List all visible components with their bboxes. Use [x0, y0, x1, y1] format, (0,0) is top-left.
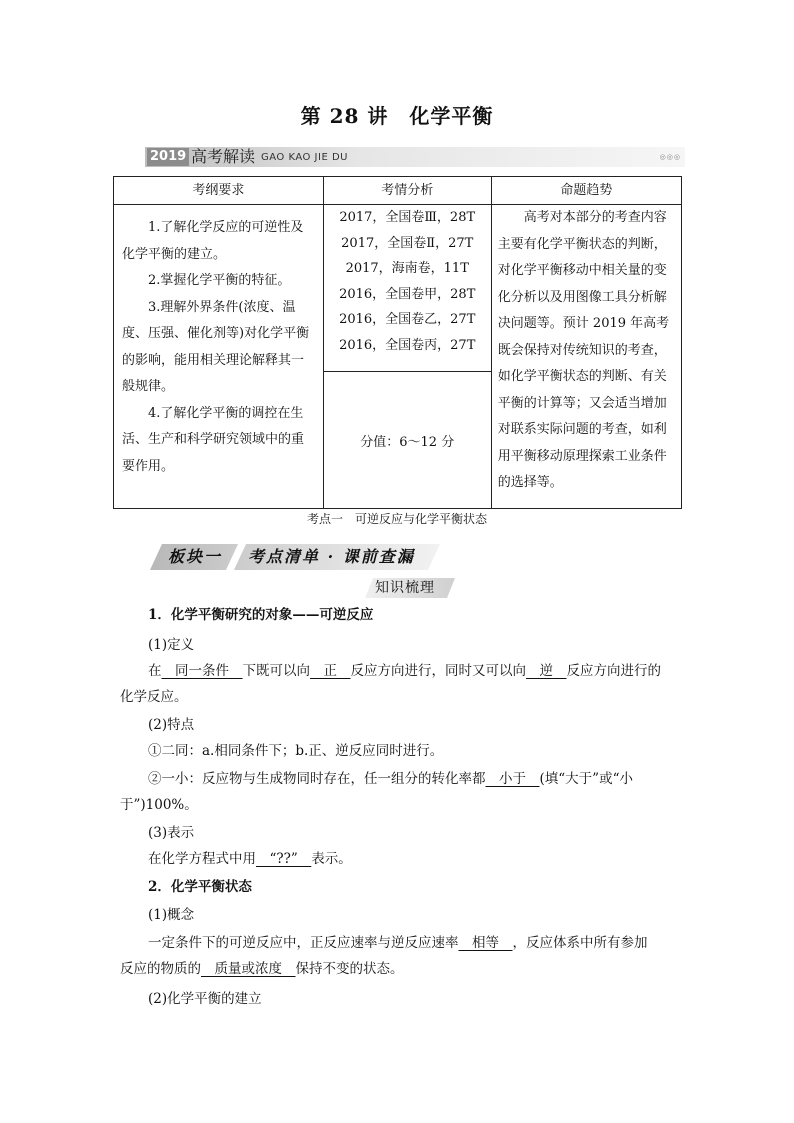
knowledge-banner-text: 知识梳理 [375, 580, 435, 596]
answer-blank: “??” [256, 851, 312, 867]
text-fragment: ②一小：反应物与生成物同时存在，任一组分的转化率都 [148, 771, 486, 787]
feature-2 [148, 766, 633, 793]
subheading-concept: (1)概念 [148, 907, 195, 923]
text-fragment: ，反应体系中所有参加 [512, 935, 648, 951]
concept-line [148, 930, 648, 957]
answer-blank: 相等 [458, 935, 513, 951]
text-fragment: 反应方向进行，同时又可以向 [350, 663, 526, 679]
requirement-item: 2.掌握化学平衡的特征。 [148, 273, 291, 288]
subheading-definition: (1)定义 [148, 637, 195, 653]
banner-english: GAO KAO JIE DU [261, 152, 348, 163]
decorative-dots-icon: ◎◎◎ [659, 153, 681, 161]
answer-blank: 同一条件 [161, 663, 243, 679]
requirement-item: 3.理解外界条件(浓度、温度、压强、催化剂等)对化学平衡的影响，能用相关理论解释其一般规律。 [122, 299, 310, 394]
definition-line [148, 658, 661, 685]
text-fragment: 在 [148, 663, 162, 679]
analysis-item: 2017，全国卷Ⅱ，27T [341, 235, 474, 251]
answer-blank: 逆 [526, 663, 567, 679]
block-banner-right: 考点清单 · 课前查漏 [248, 547, 415, 566]
heading-2: 2．化学平衡状态 [148, 879, 252, 895]
subheading-establishment: (2)化学平衡的建立 [148, 991, 262, 1007]
banner-text: 高考解读 [191, 147, 256, 166]
exam-analysis-table [113, 176, 682, 509]
answer-blank: 正 [310, 663, 351, 679]
page-title: 第 28 讲 化学平衡 [300, 104, 494, 128]
concept-line-2 [120, 956, 404, 983]
block-banner-left: 板块一 [168, 547, 223, 566]
answer-blank: 质量或浓度 [201, 961, 296, 977]
block-banner [150, 544, 440, 570]
text-fragment: 保持不变的状态。 [295, 961, 404, 977]
text-fragment: 表示。 [311, 851, 352, 867]
banner-year: 2019 [147, 148, 189, 166]
analysis-cell [323, 205, 491, 372]
exam-interpretation-banner [145, 147, 685, 167]
text-fragment: 一定条件下的可逆反应中，正反应速率与逆反应速率 [148, 935, 459, 951]
table-header: 命题趋势 [491, 177, 681, 205]
analysis-item: 2016，全国卷乙，27T [339, 312, 476, 327]
table-header-row [114, 177, 682, 205]
section-heading: 考点一 可逆反应与化学平衡状态 [306, 512, 487, 526]
trend-cell: 高考对本部分的考查内容主要有化学平衡状态的判断，对化学平衡移动中相关量的变化分析以及用图像工具分析解决问题等。预计 2019 年高考既会保持对传统知识的考查，如化学平衡状态的判断、有关平衡的计算等；又会适当增加对联系实际问题的考查，如利用平衡移动原理探索工业条件的选择等。 [491, 205, 681, 509]
feature-1: ①二同：a.相同条件下；b.正、逆反应同时进行。 [148, 743, 444, 759]
analysis-item: 2016，全国卷丙，27T [339, 337, 476, 353]
text-fragment: (填“大于”或“小 [539, 771, 633, 787]
requirement-item: 4.了解化学平衡的调控在生活、生产和科学研究领域中的重要作用。 [122, 405, 305, 474]
heading-1: 1．化学平衡研究的对象——可逆反应 [148, 607, 374, 623]
answer-blank: 小于 [485, 771, 540, 787]
feature-2-cont: 于”)100%。 [120, 797, 198, 813]
analysis-item: 2017，全国卷Ⅲ，28T [339, 210, 476, 225]
requirement-item: 1.了解化学反应的可逆性及化学平衡的建立。 [122, 220, 304, 262]
knowledge-banner [365, 578, 455, 598]
subheading-representation: (3)表示 [148, 825, 195, 841]
requirements-cell [114, 205, 324, 509]
table-header: 考情分析 [323, 177, 491, 205]
table-header: 考纲要求 [114, 177, 324, 205]
text-fragment: 反应方向进行的 [566, 663, 661, 679]
definition-line-2: 化学反应。 [120, 689, 188, 705]
score-cell: 分值：6～12 分 [323, 372, 491, 509]
text-fragment: 下既可以向 [242, 663, 310, 679]
analysis-item: 2017，海南卷，11T [345, 261, 469, 276]
table-row [114, 205, 682, 372]
text-fragment: 反应的物质的 [120, 961, 201, 977]
analysis-item: 2016，全国卷甲，28T [339, 286, 476, 302]
text-fragment: 在化学方程式中用 [148, 851, 256, 867]
subheading-features: (2)特点 [148, 717, 195, 733]
representation-line [148, 846, 352, 873]
